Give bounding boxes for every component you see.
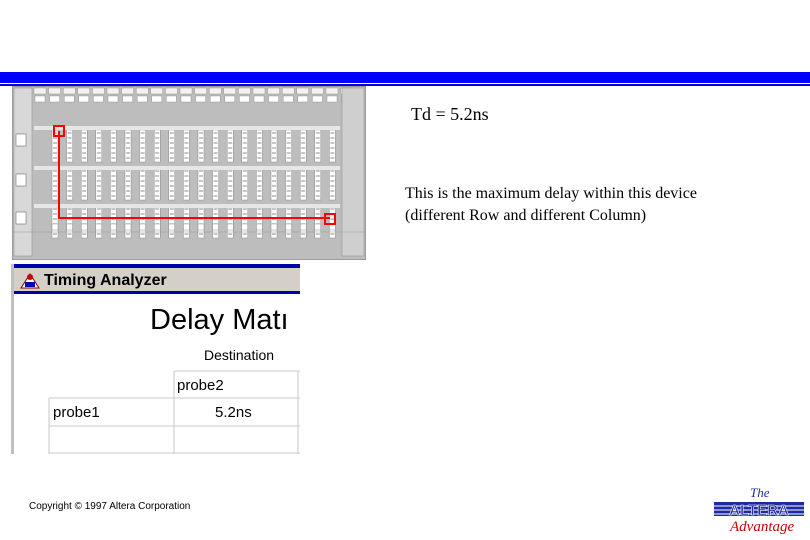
altera-advantage-logo [712,484,806,536]
top-accent-bar [0,72,810,83]
copyright-notice: Copyright © 1997 Altera Corporation [29,501,191,512]
timing-analyzer-window [11,264,300,454]
delay-matrix-heading: Delay Matı [150,304,289,336]
slide-description [405,183,697,227]
delay-matrix-grid [14,264,300,454]
device-floorplan [12,86,366,260]
row-source-probe1: probe1 [53,404,100,421]
description-line-1: This is the maximum delay within this device [405,185,697,202]
destination-label: Destination [204,347,275,363]
column-header-probe2: probe2 [177,377,224,394]
logo-altera: ALTERA [729,502,789,519]
timing-analyzer-title: Timing Analyzer [44,272,167,289]
logo-advantage: Advantage [730,519,795,535]
description-line-2: (different Row and different Column) [405,207,647,224]
logo-the: The [750,485,770,500]
delay-value-cell: 5.2ns [215,404,252,421]
slide-title: Td = 5.2ns [411,104,489,124]
